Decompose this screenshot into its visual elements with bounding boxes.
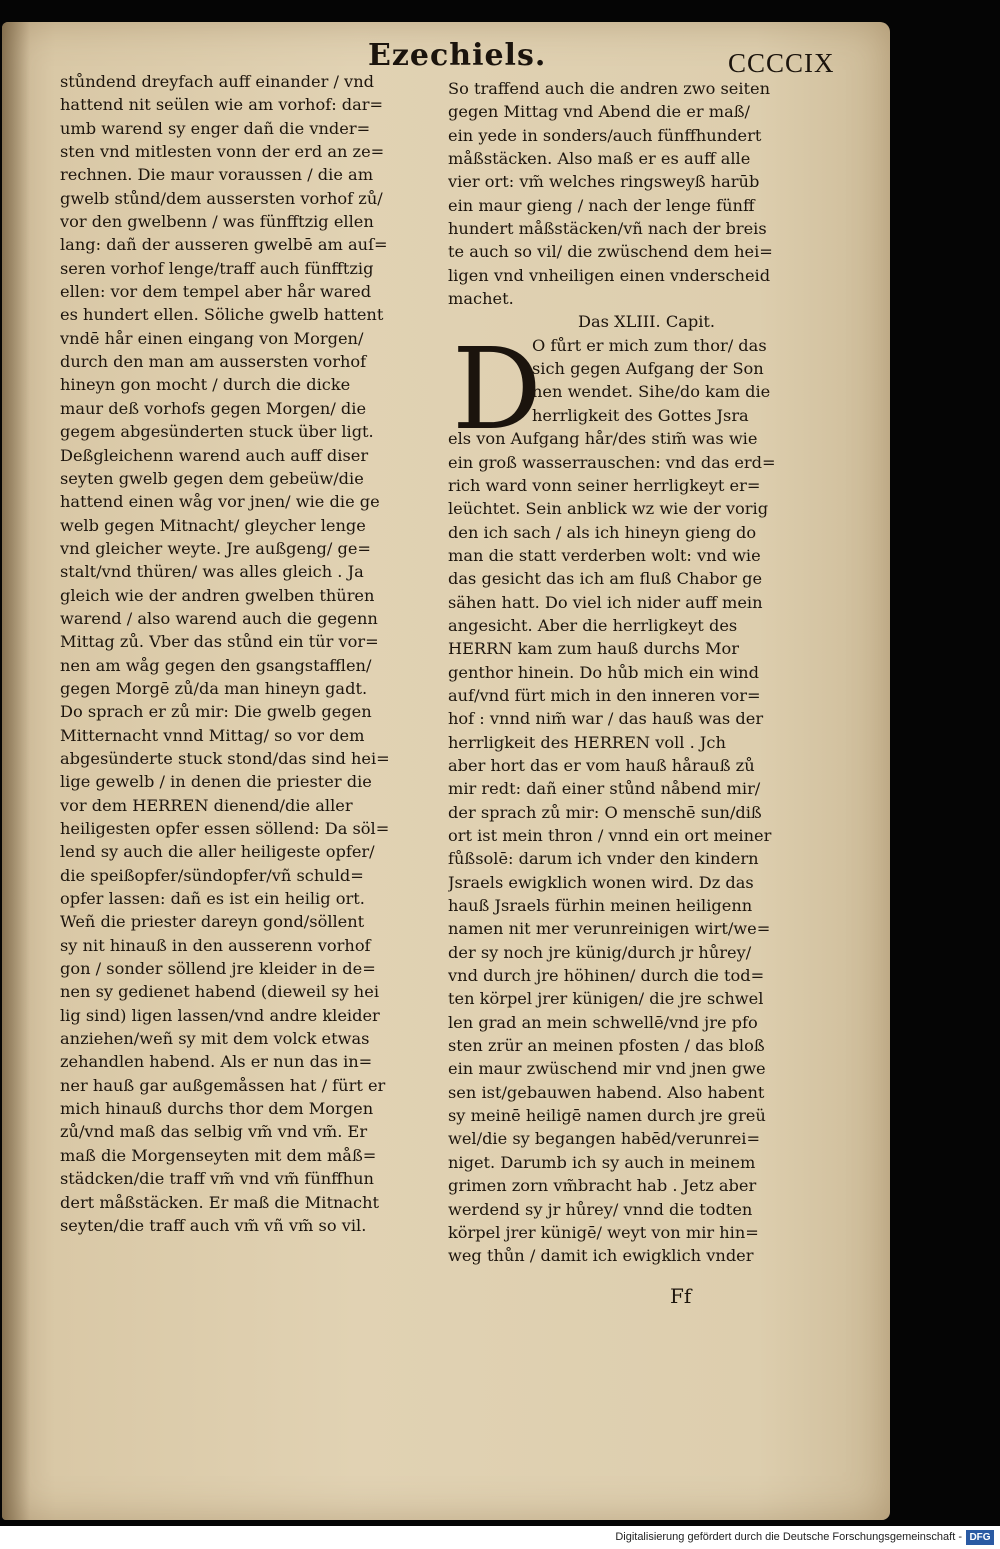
text-line: lige gewelb / in denen die priester die <box>60 772 372 792</box>
text-line: hattend nit seülen wie am vorhof: dar= <box>60 95 384 115</box>
text-line: maß die Morgenseyten mit dem måß= <box>60 1145 377 1165</box>
text-line: gegem abgesünderten stuck über ligt. <box>60 422 374 442</box>
text-line: len grad an mein schwellē/vnd jre pfo <box>448 1012 758 1032</box>
text-line: ligen vnd vnheiligen einen vnderscheid <box>448 265 771 285</box>
text-line: hof : vnnd nim̃ war / das hauß was der <box>448 709 764 729</box>
text-line: ein groß wasserrauschen: vnd das erd= <box>448 452 776 472</box>
text-line: genthor hinein. Do hůb mich ein wind <box>448 662 759 682</box>
text-line: ellen: vor dem tempel aber hår wared <box>60 282 372 302</box>
text-line: hineyn gon mocht / durch die dicke <box>60 375 351 395</box>
left-column <box>60 70 432 1237</box>
text-line: måßstäcken. Also maß er es auff alle <box>448 149 751 169</box>
text-line: vndē hår einen eingang von Morgen/ <box>60 328 364 348</box>
text-line: nen wendet. Sihe/do kam die <box>532 382 771 402</box>
text-line: Weñ die priester dareyn gond/söllent <box>60 912 365 932</box>
right-column <box>448 77 820 1268</box>
folio-number: CCCCIX <box>728 48 835 78</box>
text-line: aber hort das er vom hauß hårauß zů <box>448 755 755 775</box>
text-line: gegen Morgē zů/da man hineyn gadt. <box>60 678 368 698</box>
text-line: hauß Jsraels fürhin meinen heiligenn <box>448 896 753 916</box>
book-page <box>2 22 890 1520</box>
text-line: sten vnd mitlesten vonn der erd an ze= <box>60 142 385 162</box>
text-line: umb warend sy enger dañ die vnder= <box>60 118 371 138</box>
drop-initial: D <box>452 324 542 455</box>
text-line: machet. <box>448 289 514 309</box>
text-line: lang: dañ der ausseren gwelbē am auſ= <box>60 235 388 255</box>
text-line: nen am wåg gegen den gsangstafflen/ <box>60 655 372 675</box>
text-line: zů/vnd maß das selbig vm̃ vnd vm̃. Er <box>60 1122 368 1142</box>
text-line: ein maur zwüschend mir vnd jnen gwe <box>448 1059 766 1079</box>
text-line: maur deß vorhofs gegen Morgen/ die <box>60 398 367 418</box>
text-line: anziehen/weñ sy mit dem volck etwas <box>60 1029 370 1049</box>
text-line: vor den gwelbenn / was fünfftzig ellen <box>60 212 374 232</box>
text-line: leüchtet. Sein anblick wz wie der vorig <box>448 499 769 519</box>
text-line: der sprach zů mir: O menschē sun/diß <box>448 802 762 822</box>
text-line: mich hinauß durchs thor dem Morgen <box>60 1099 374 1119</box>
text-line: man die statt verderben wolt: vnd wie <box>448 545 761 565</box>
text-line: weg thůn / damit ich ewigklich vnder <box>448 1246 754 1266</box>
text-line: Jsraels ewigklich wonen wird. Dz das <box>448 872 754 892</box>
text-line: rich ward vonn seiner herrligkeyt er= <box>448 475 761 495</box>
text-line: hundert måßstäcken/vñ nach der breis <box>448 219 767 239</box>
text-line: lend sy auch die aller heiligeste opfer/ <box>60 842 375 862</box>
text-line: vor dem HERREN dienend/die aller <box>60 795 353 815</box>
text-line: seren vorhof lenge/traff auch fünfftzig <box>60 258 374 278</box>
text-line: es hundert ellen. Söliche gwelb hattent <box>60 305 384 325</box>
signature-mark: Ff <box>670 1284 692 1308</box>
text-line: opfer lassen: dañ es ist ein heilig ort. <box>60 889 365 909</box>
text-line: vnd durch jre höhinen/ durch die tod= <box>448 966 765 986</box>
text-line: gwelb stůnd/dem aussersten vorhof zů/ <box>60 188 383 208</box>
text-line: welb gegen Mitnacht/ gleycher lenge <box>60 515 366 535</box>
text-line: auf/vnd fürt mich in den inneren vor= <box>448 685 761 705</box>
text-line: ner hauß gar außgemåssen hat / fürt er <box>60 1075 386 1095</box>
text-line: sähen hatt. Do viel ich nider auff mein <box>448 592 763 612</box>
text-line: hattend einen wåg vor jnen/ wie die ge <box>60 492 380 512</box>
text-line: vier ort: vm̃ welches ringsweyß harūb <box>448 172 760 192</box>
text-line: els von Aufgang hår/des stim̃ was wie <box>448 429 758 449</box>
text-line: ein maur gieng / nach der lenge fünff <box>448 195 755 215</box>
text-line: sy nit hinauß in den ausserenn vorhof <box>60 935 371 955</box>
text-line: te auch so vil/ die zwüschend dem hei= <box>448 242 773 262</box>
footer-bar <box>0 1526 1000 1549</box>
text-line: zehandlen habend. Als er nun das in= <box>60 1052 373 1072</box>
text-line: sy meinē heiligē namen durch jre greü <box>448 1106 766 1126</box>
text-line: stalt/vnd thüren/ was alles gleich . Ja <box>60 562 364 582</box>
text-line: namen nit mer verunreinigen wirt/we= <box>448 919 771 939</box>
text-line: körpel jrer künigē/ weyt von mir hin= <box>448 1222 759 1242</box>
text-line: das gesicht das ich am fluß Chabor ge <box>448 569 763 589</box>
dfg-logo-icon: DFG <box>966 1530 994 1545</box>
text-line: gegen Mittag vnd Abend die er maß/ <box>448 102 751 122</box>
text-line: sich gegen Aufgang der Son <box>532 359 764 379</box>
text-line: niget. Darumb ich sy auch in meinem <box>448 1152 756 1172</box>
text-line: der sy noch jre künig/durch jr hůrey/ <box>448 942 752 962</box>
text-line: städcken/die traff vm̃ vnd vm̃ fünffhun <box>60 1169 374 1189</box>
text-line: vnd gleicher weyte. Jre außgeng/ ge= <box>60 538 371 558</box>
text-line: die speißopfer/sündopfer/vñ schuld= <box>60 865 364 885</box>
text-line: abgesünderte stuck stond/das sind hei= <box>60 748 390 768</box>
text-line: O fůrt er mich zum thor/ das <box>532 335 767 355</box>
text-line: sten zrür an meinen pfosten / das bloß <box>448 1036 765 1056</box>
text-line: Do sprach er zů mir: Die gwelb gegen <box>60 702 372 722</box>
text-line: mir redt: dañ einer stůnd nåbend mir/ <box>448 779 761 799</box>
text-line: gleich wie der andren gwelben thüren <box>60 585 375 605</box>
text-line: seyten gwelb gegen dem gebeüw/die <box>60 468 364 488</box>
text-line: lig sind) ligen lassen/vnd andre kleider <box>60 1005 380 1025</box>
text-line: herrligkeit des Gottes Jsra <box>532 405 749 425</box>
right-column-text-after <box>448 427 820 1267</box>
text-line: stůndend dreyfach auff einander / vnd <box>60 72 374 91</box>
text-line: Mittag zů. Vber das stůnd ein tür vor= <box>60 632 379 652</box>
text-line: fůßsolē: darum ich vnder den kindern <box>448 849 759 869</box>
text-line: dert måßstäcken. Er maß die Mitnacht <box>60 1192 380 1212</box>
text-line: wel/die sy begangen habēd/verunrei= <box>448 1129 761 1149</box>
text-line: den ich sach / als ich hineyn gieng do <box>448 522 757 542</box>
text-line: ort ist mein thron / vnnd ein ort meiner <box>448 826 772 845</box>
text-line: werdend sy jr hůrey/ vnnd die todten <box>448 1199 753 1219</box>
text-line: rechnen. Die maur voraussen / die am <box>60 165 374 185</box>
funding-credit: Digitalisierung gefördert durch die Deutsche Forschungsgemeinschaft - <box>615 1531 962 1543</box>
text-line: angesicht. Aber die herrligkeyt des <box>448 615 738 635</box>
text-line: sen ist/gebauwen habend. Also habent <box>448 1082 765 1102</box>
chapter-heading: Das XLIII. Capit. <box>578 312 716 332</box>
running-head: Ezechiels. <box>368 38 547 73</box>
text-line: nen sy gedienet habend (dieweil sy hei <box>60 982 379 1002</box>
text-line: So traffend auch die andren zwo seiten <box>448 79 771 98</box>
text-line: warend / also warend auch die gegenn <box>60 608 378 628</box>
text-line: durch den man am aussersten vorhof <box>60 352 367 372</box>
text-line: ein yede in sonders/auch fünffhundert <box>448 125 762 145</box>
text-line: gon / sonder söllend jre kleider in de= <box>60 959 376 979</box>
right-column-text-before <box>448 77 820 310</box>
text-line: HERRN kam zum hauß durchs Mor <box>448 639 740 659</box>
text-line: Mitternacht vnnd Mittag/ so vor dem <box>60 725 365 745</box>
text-line: Deßgleichenn warend auch auff diser <box>60 445 369 465</box>
text-line: ten körpel jrer künigen/ die jre schwel <box>448 989 764 1009</box>
text-line: heiligesten opfer essen söllend: Da söl= <box>60 819 390 838</box>
text-line: seyten/die traff auch vm̃ vñ vm̃ so vil. <box>60 1215 367 1235</box>
text-line: grimen zorn vm̃bracht hab . Jetz aber <box>448 1176 757 1196</box>
text-line: herrligkeit des HERREN voll . Jch <box>448 732 726 752</box>
